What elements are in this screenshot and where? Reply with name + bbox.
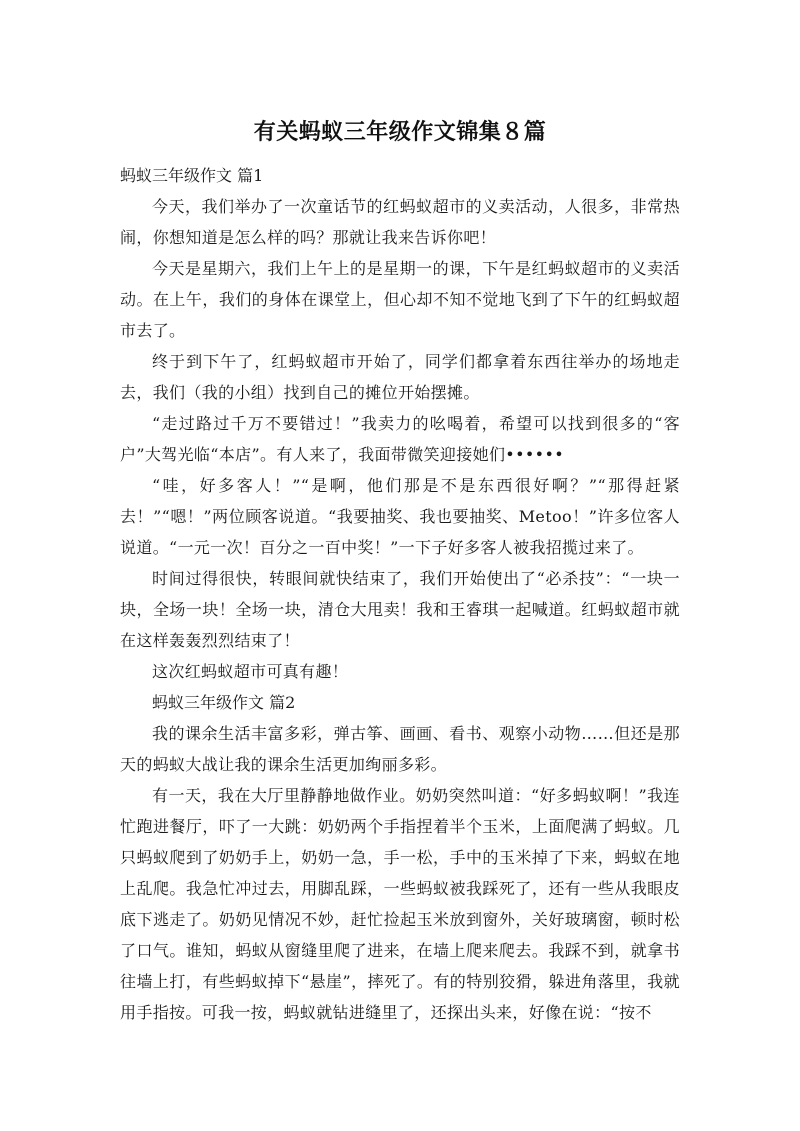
paragraph: 今天是星期六，我们上午上的是星期一的课，下午是红蚂蚁超市的义卖活动。在上午，我们的身体在课堂上，但心却不知不觉地飞到了下午的红蚂蚁超市去了。 [120, 259, 680, 340]
paragraph: 终于到下午了，红蚂蚁超市开始了，同学们都拿着东西往举办的场地走去，我们（我的小组）找到自己的摊位开始摆摊。 [120, 352, 680, 402]
paragraph: “哇，好多客人！”“是啊，他们那是不是东西很好啊？”“那得赶紧去！”“嗯！”两位顾客说道。“我要抽奖、我也要抽奖、Metoo！”许多位客人说道。“一元一次！百分之一百中奖！”一下子好多客人被我招揽过来了。 [120, 476, 680, 557]
section-heading-1: 蚂蚁三年级作文 篇1 [120, 166, 264, 185]
document-title: 有关蚂蚁三年级作文锦集８篇 [253, 120, 547, 145]
paragraph: “走过路过千万不要错过！”我卖力的吆喝着，希望可以找到很多的“客户”大驾光临“本店”。有人来了，我面带微笑迎接她们•••••• [120, 414, 680, 464]
paragraph: 这次红蚂蚁超市可真有趣！ [152, 662, 349, 681]
paragraph: 我的课余生活丰富多彩，弹古筝、画画、看书、观察小动物……但还是那天的蚂蚁大战让我的课余生活更加绚丽多彩。 [120, 724, 680, 774]
section-heading-2: 蚂蚁三年级作文 篇2 [152, 693, 296, 712]
paragraph: 有一天，我在大厅里静静地做作业。奶奶突然叫道：“好多蚂蚁啊！”我连忙跑进餐厅，吓了一大跳：奶奶两个手指捏着半个玉米，上面爬满了蚂蚁。几只蚂蚁爬到了奶奶手上，奶奶一急，手一松，手中的玉米掉了下来，蚂蚁在地上乱爬。我急忙冲过去，用脚乱踩，一些蚂蚁被我踩死了，还有一些从我眼皮底下逃走了。奶奶见情况不妙，赶忙捡起玉米放到窗外，关好玻璃窗，顿时松了口气。谁知，蚂蚁从窗缝里爬了进来，在墙上爬来爬去。我踩不到，就拿书往墙上打，有些蚂蚁掉下“悬崖”，摔死了。有的特别狡猾，躲进角落里，我就用手指按。可我一按，蚂蚁就钻进缝里了，还探出头来，好像在说：“按不 [120, 786, 680, 1022]
paragraph: 今天，我们举办了一次童话节的红蚂蚁超市的义卖活动，人很多，非常热闹，你想知道是怎么样的吗？那就让我来告诉你吧！ [120, 197, 680, 247]
document-body [120, 160, 680, 1028]
paragraph: 时间过得很快，转眼间就快结束了，我们开始使出了“必杀技”：“一块一块，全场一块！全场一块，清仓大甩卖！我和王睿琪一起喊道。红蚂蚁超市就在这样轰轰烈烈结束了！ [120, 569, 680, 650]
